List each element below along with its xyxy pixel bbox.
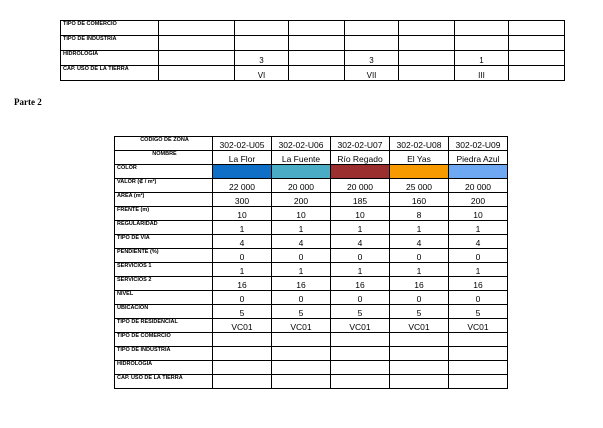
zone-table-row bbox=[115, 305, 508, 319]
zone-table-row bbox=[115, 193, 508, 207]
table-cell bbox=[289, 51, 345, 66]
table-cell: 10 bbox=[331, 207, 390, 221]
top-table-row bbox=[61, 36, 565, 51]
zone-table-row bbox=[115, 361, 508, 375]
zone-table-row bbox=[115, 347, 508, 361]
table-cell: VC01 bbox=[390, 319, 449, 333]
table-cell bbox=[159, 51, 235, 66]
table-cell: 4 bbox=[449, 235, 508, 249]
row-label: SERVICIOS 2 bbox=[115, 277, 213, 291]
row-label: HIDROLOGIA bbox=[61, 51, 159, 66]
table-cell: 22 000 bbox=[213, 179, 272, 193]
table-cell: 5 bbox=[272, 305, 331, 319]
zone-code-cell: 302-02-U07 bbox=[331, 137, 390, 151]
table-cell bbox=[345, 36, 399, 51]
table-cell: 0 bbox=[390, 291, 449, 305]
zone-table-row bbox=[115, 263, 508, 277]
table-cell bbox=[289, 21, 345, 36]
table-cell: VC01 bbox=[272, 319, 331, 333]
zone-name-cell: La Fuente bbox=[272, 151, 331, 165]
table-cell: 1 bbox=[449, 263, 508, 277]
table-cell: 5 bbox=[213, 305, 272, 319]
table-cell bbox=[509, 36, 565, 51]
table-cell: III bbox=[455, 66, 509, 81]
top-table-row bbox=[61, 21, 565, 36]
row-label: FRENTE (m) bbox=[115, 207, 213, 221]
table-cell: 0 bbox=[331, 249, 390, 263]
row-label: TIPO DE COMERCIO bbox=[115, 333, 213, 347]
table-cell bbox=[390, 361, 449, 375]
table-cell: 3 bbox=[345, 51, 399, 66]
table-cell: 300 bbox=[213, 193, 272, 207]
zone-color-swatch bbox=[449, 165, 508, 179]
zone-table-row bbox=[115, 375, 508, 389]
zone-table-row bbox=[115, 207, 508, 221]
table-cell: 4 bbox=[331, 235, 390, 249]
table-cell bbox=[455, 36, 509, 51]
table-cell bbox=[390, 333, 449, 347]
row-label: PENDIENTE (%) bbox=[115, 249, 213, 263]
table-cell: 200 bbox=[449, 193, 508, 207]
section-heading: Parte 2 bbox=[14, 97, 42, 107]
zone-name-cell: La Flor bbox=[213, 151, 272, 165]
zone-table-row bbox=[115, 333, 508, 347]
zone-code-cell: 302-02-U08 bbox=[390, 137, 449, 151]
table-cell bbox=[331, 333, 390, 347]
table-cell: 5 bbox=[449, 305, 508, 319]
table-cell bbox=[213, 347, 272, 361]
table-cell bbox=[399, 51, 455, 66]
table-cell bbox=[272, 361, 331, 375]
zone-table-row bbox=[115, 319, 508, 333]
table-cell: 160 bbox=[390, 193, 449, 207]
table-cell: 20 000 bbox=[331, 179, 390, 193]
table-cell bbox=[159, 36, 235, 51]
zone-code-label: CODIGO DE ZONA bbox=[115, 137, 213, 151]
zone-name-cell: El Yas bbox=[390, 151, 449, 165]
row-label: REGULARIDAD bbox=[115, 221, 213, 235]
zone-code-cell: 302-02-U05 bbox=[213, 137, 272, 151]
row-label: TIPO DE INDUSTRIA bbox=[61, 36, 159, 51]
zone-table bbox=[114, 136, 508, 389]
table-cell bbox=[272, 333, 331, 347]
row-label: TIPO DE COMERCIO bbox=[61, 21, 159, 36]
table-cell: 0 bbox=[331, 291, 390, 305]
table-cell: 16 bbox=[390, 277, 449, 291]
row-label: AREA (m²) bbox=[115, 193, 213, 207]
row-label: UBICACIÓN bbox=[115, 305, 213, 319]
row-label: CAP. USO DE LA TIERRA bbox=[115, 375, 213, 389]
table-cell: 16 bbox=[331, 277, 390, 291]
row-label: HIDROLOGIA bbox=[115, 361, 213, 375]
table-cell: 0 bbox=[213, 291, 272, 305]
zone-table-body bbox=[115, 137, 508, 389]
top-table-row bbox=[61, 51, 565, 66]
table-cell: 10 bbox=[272, 207, 331, 221]
table-cell: VC01 bbox=[331, 319, 390, 333]
table-cell bbox=[213, 375, 272, 389]
table-cell: 16 bbox=[449, 277, 508, 291]
top-table-row bbox=[61, 66, 565, 81]
zone-name-cell: Río Regado bbox=[331, 151, 390, 165]
table-cell: 0 bbox=[272, 249, 331, 263]
zone-table-row bbox=[115, 277, 508, 291]
table-cell bbox=[509, 66, 565, 81]
top-table-body bbox=[61, 21, 565, 81]
zone-color-swatch bbox=[331, 165, 390, 179]
table-cell: 1 bbox=[331, 221, 390, 235]
table-cell bbox=[509, 21, 565, 36]
table-cell bbox=[331, 361, 390, 375]
table-cell bbox=[235, 36, 289, 51]
row-label: TIPO DE RESIDENCIAL bbox=[115, 319, 213, 333]
table-cell bbox=[449, 361, 508, 375]
table-cell: 0 bbox=[449, 249, 508, 263]
table-cell: 1 bbox=[390, 263, 449, 277]
table-cell bbox=[289, 66, 345, 81]
table-cell bbox=[272, 347, 331, 361]
zone-table-row bbox=[115, 235, 508, 249]
table-cell bbox=[331, 347, 390, 361]
table-cell: 0 bbox=[390, 249, 449, 263]
table-cell: 185 bbox=[331, 193, 390, 207]
table-cell: 1 bbox=[272, 221, 331, 235]
table-cell bbox=[390, 375, 449, 389]
table-cell bbox=[399, 21, 455, 36]
row-label: VALOR (₡ / m²) bbox=[115, 179, 213, 193]
table-cell: 20 000 bbox=[449, 179, 508, 193]
table-cell: 0 bbox=[449, 291, 508, 305]
zone-color-label: COLOR bbox=[115, 165, 213, 179]
zone-code-row bbox=[115, 137, 508, 151]
table-cell: 8 bbox=[390, 207, 449, 221]
zone-table-row bbox=[115, 221, 508, 235]
table-cell: VI bbox=[235, 66, 289, 81]
table-cell bbox=[390, 347, 449, 361]
table-cell bbox=[449, 375, 508, 389]
table-cell: 5 bbox=[390, 305, 449, 319]
table-cell bbox=[399, 36, 455, 51]
table-cell: 3 bbox=[235, 51, 289, 66]
table-cell bbox=[159, 66, 235, 81]
table-cell: 25 000 bbox=[390, 179, 449, 193]
table-cell bbox=[449, 347, 508, 361]
row-label: NIVEL bbox=[115, 291, 213, 305]
table-cell: 1 bbox=[331, 263, 390, 277]
zone-color-swatch bbox=[390, 165, 449, 179]
table-cell bbox=[159, 21, 235, 36]
table-cell: 5 bbox=[331, 305, 390, 319]
zone-color-swatch bbox=[213, 165, 272, 179]
table-cell bbox=[272, 375, 331, 389]
row-label: TIPO DE INDUSTRIA bbox=[115, 347, 213, 361]
table-cell bbox=[235, 21, 289, 36]
zone-name-cell: Piedra Azul bbox=[449, 151, 508, 165]
table-cell: 1 bbox=[272, 263, 331, 277]
table-cell bbox=[331, 375, 390, 389]
table-cell: 4 bbox=[272, 235, 331, 249]
table-cell: 20 000 bbox=[272, 179, 331, 193]
table-cell bbox=[455, 21, 509, 36]
table-cell: 200 bbox=[272, 193, 331, 207]
top-table bbox=[60, 20, 565, 81]
table-cell bbox=[449, 333, 508, 347]
table-cell: VC01 bbox=[213, 319, 272, 333]
table-cell: 10 bbox=[449, 207, 508, 221]
table-cell: 4 bbox=[213, 235, 272, 249]
table-cell: 4 bbox=[390, 235, 449, 249]
table-cell bbox=[213, 361, 272, 375]
table-cell bbox=[213, 333, 272, 347]
table-cell: 16 bbox=[272, 277, 331, 291]
table-cell bbox=[509, 51, 565, 66]
zone-name-row bbox=[115, 151, 508, 165]
table-cell: 1 bbox=[213, 263, 272, 277]
row-label: SERVICIOS 1 bbox=[115, 263, 213, 277]
zone-color-row bbox=[115, 165, 508, 179]
table-cell: 0 bbox=[272, 291, 331, 305]
table-cell: 1 bbox=[455, 51, 509, 66]
table-cell bbox=[345, 21, 399, 36]
zone-code-cell: 302-02-U06 bbox=[272, 137, 331, 151]
table-cell: 1 bbox=[213, 221, 272, 235]
table-cell: VC01 bbox=[449, 319, 508, 333]
table-cell: 0 bbox=[213, 249, 272, 263]
table-cell: 1 bbox=[449, 221, 508, 235]
table-cell bbox=[289, 36, 345, 51]
table-cell: 10 bbox=[213, 207, 272, 221]
table-cell: 1 bbox=[390, 221, 449, 235]
row-label: CAP. USO DE LA TIERRA bbox=[61, 66, 159, 81]
zone-name-label: NOMBRE bbox=[115, 151, 213, 165]
table-cell: 16 bbox=[213, 277, 272, 291]
zone-code-cell: 302-02-U09 bbox=[449, 137, 508, 151]
zone-table-row bbox=[115, 179, 508, 193]
zone-color-swatch bbox=[272, 165, 331, 179]
zone-table-row bbox=[115, 291, 508, 305]
zone-table-row bbox=[115, 249, 508, 263]
table-cell: VII bbox=[345, 66, 399, 81]
row-label: TIPO DE VÍA bbox=[115, 235, 213, 249]
table-cell bbox=[399, 66, 455, 81]
